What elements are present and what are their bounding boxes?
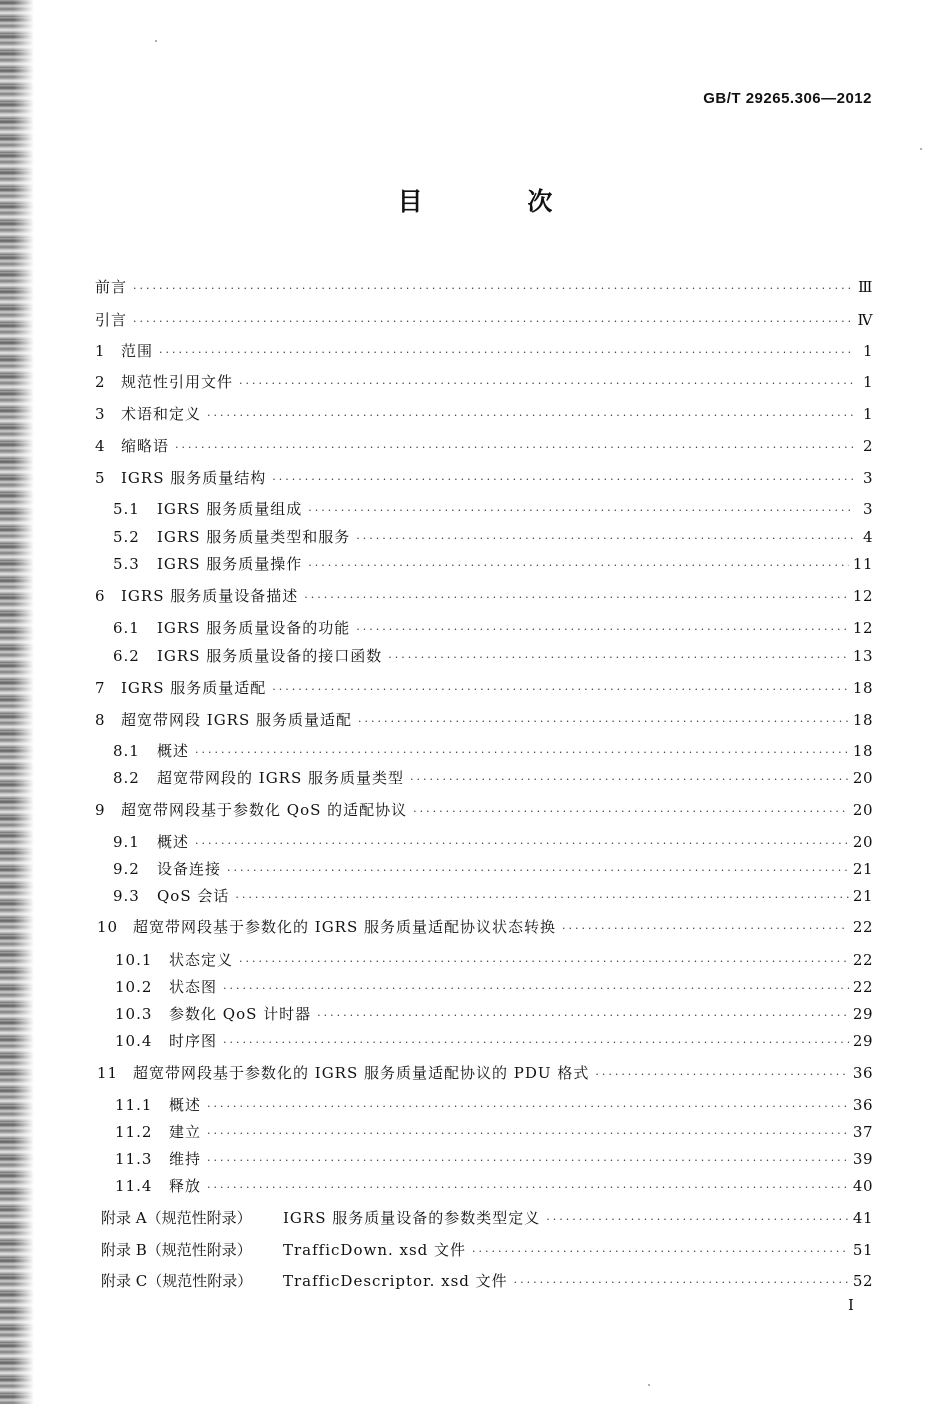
toc-entry-page: 1: [862, 405, 873, 423]
toc-entry-label: 范围: [121, 342, 154, 360]
toc-entry-label: 规范性引用文件: [121, 373, 234, 391]
toc-appendix-entry[interactable]: [101, 1239, 873, 1261]
toc-entry-page: 22: [852, 951, 873, 969]
toc-entry-number: 9.3: [113, 887, 140, 905]
dot-leader: [272, 683, 849, 696]
toc-entry[interactable]: [95, 371, 873, 393]
toc-subentry[interactable]: [115, 1121, 873, 1143]
dot-leader: [308, 559, 849, 572]
toc-entry-number: 附录 C（规范性附录）: [101, 1272, 253, 1290]
toc-entry-page: 13: [852, 647, 873, 665]
toc-entry-label: IGRS 服务质量结构: [121, 469, 267, 487]
toc-entry-page: 39: [852, 1150, 873, 1168]
toc-entry-label: IGRS 服务质量设备描述: [121, 587, 299, 605]
dot-leader: [356, 532, 855, 545]
toc-entry-number: 11.2: [115, 1123, 153, 1141]
toc-subentry[interactable]: [113, 645, 873, 667]
toc-entry-label: 时序图: [169, 1032, 218, 1050]
toc-entry[interactable]: [95, 467, 873, 489]
toc-entry-number: 9.1: [113, 833, 140, 851]
toc-subentry[interactable]: [113, 526, 873, 548]
dot-leader: [562, 922, 849, 935]
toc-entry-label: 释放: [169, 1177, 202, 1195]
toc-subentry[interactable]: [115, 949, 873, 971]
toc-subentry[interactable]: [113, 740, 873, 762]
toc-entry-number: 11.3: [115, 1150, 153, 1168]
dot-leader: [358, 715, 849, 728]
toc-subentry[interactable]: [113, 885, 873, 907]
toc-entry-page: Ⅲ: [858, 278, 873, 296]
toc-entry-page: 3: [862, 469, 873, 487]
toc-entry-number: 5: [95, 469, 106, 487]
toc-entry-number: 10.4: [115, 1032, 153, 1050]
toc-entry-page: 40: [852, 1177, 873, 1195]
toc-entry[interactable]: [95, 677, 873, 699]
toc-entry-number: 附录 A（规范性附录）: [101, 1209, 252, 1227]
toc-entry-page: 12: [852, 587, 873, 605]
dot-leader: [304, 591, 849, 604]
toc-entry-page: 4: [862, 528, 873, 546]
toc-entry-page: 29: [852, 1005, 873, 1023]
dot-leader: [195, 837, 849, 850]
toc-entry[interactable]: [95, 403, 873, 425]
toc-entry-page: 41: [852, 1209, 873, 1227]
toc-entry-page: 52: [852, 1272, 873, 1290]
toc-entry-page: 18: [852, 742, 873, 760]
toc-entry-page: 36: [852, 1096, 873, 1114]
toc-entry-page: 18: [852, 679, 873, 697]
dot-leader: [272, 473, 855, 486]
toc-entry-introduction[interactable]: [95, 309, 873, 331]
toc-entry-label: 概述: [157, 833, 190, 851]
dot-leader: [133, 315, 853, 328]
toc-entry-label: TrafficDescriptor. xsd 文件: [283, 1272, 508, 1290]
toc-subentry[interactable]: [115, 1003, 873, 1025]
toc-entry-number: 7: [95, 679, 106, 697]
dot-leader: [235, 891, 849, 904]
toc-subentry[interactable]: [115, 1175, 873, 1197]
toc-entry-page: 29: [852, 1032, 873, 1050]
scan-speck: [648, 1384, 650, 1386]
toc-entry-page: 3: [862, 500, 873, 518]
toc-entry-label: 概述: [169, 1096, 202, 1114]
dot-leader: [472, 1245, 849, 1258]
toc-entry-label: 超宽带网段的 IGRS 服务质量类型: [157, 769, 405, 787]
dot-leader: [195, 746, 849, 759]
dot-leader: [175, 441, 855, 454]
dot-leader: [546, 1213, 849, 1226]
toc-entry-label: IGRS 服务质量组成: [157, 500, 303, 518]
toc-entry-number: 5.2: [113, 528, 140, 546]
toc-entry-page: 11: [852, 555, 873, 573]
toc-entry-number: 1: [95, 342, 106, 360]
toc-entry-label: IGRS 服务质量设备的功能: [157, 619, 351, 637]
dot-leader: [413, 805, 849, 818]
toc-subentry[interactable]: [113, 553, 873, 575]
toc-entry-page: 20: [852, 801, 873, 819]
toc-entry-preface[interactable]: [95, 276, 873, 298]
toc-entry-label: 前言: [95, 278, 128, 296]
toc-entry-page: 2: [862, 437, 873, 455]
dot-leader: [317, 1009, 849, 1022]
toc-subentry[interactable]: [113, 858, 873, 880]
toc-entry-label: 概述: [157, 742, 190, 760]
toc-entry[interactable]: [97, 1062, 873, 1084]
dot-leader: [207, 1127, 849, 1140]
toc-appendix-entry[interactable]: [101, 1207, 873, 1229]
toc-entry-label: IGRS 服务质量适配: [121, 679, 267, 697]
toc-entry-number: 10.3: [115, 1005, 153, 1023]
toc-entry[interactable]: [95, 709, 873, 731]
toc-entry-label: 超宽带网段基于参数化 QoS 的适配协议: [121, 801, 408, 819]
toc-entry-label: 状态定义: [169, 951, 234, 969]
dot-leader: [223, 982, 849, 995]
dot-leader: [388, 651, 849, 664]
dot-leader: [595, 1068, 849, 1081]
dot-leader: [410, 773, 849, 786]
toc-subentry[interactable]: [115, 1148, 873, 1170]
toc-entry-label: QoS 会话: [157, 887, 230, 905]
dot-leader: [133, 282, 854, 295]
toc-entry-number: 8.2: [113, 769, 140, 787]
toc-entry-label: TrafficDown. xsd 文件: [283, 1241, 467, 1259]
toc-entry-page: Ⅳ: [857, 311, 873, 329]
toc-entry-number: 5.1: [113, 500, 140, 518]
toc-entry-number: 3: [95, 405, 106, 423]
toc-entry-page: 22: [852, 978, 873, 996]
toc-entry[interactable]: [95, 799, 873, 821]
toc-entry-number: 5.3: [113, 555, 140, 573]
toc-entry-page: 1: [862, 373, 873, 391]
toc-entry-number: 8.1: [113, 742, 140, 760]
toc-subentry[interactable]: [113, 498, 873, 520]
toc-entry-number: 8: [95, 711, 106, 729]
toc-entry-page: 12: [852, 619, 873, 637]
dot-leader: [239, 955, 849, 968]
scan-speck: [155, 40, 157, 42]
toc-entry[interactable]: [95, 340, 873, 362]
page-number: I: [848, 1296, 854, 1314]
toc-entry-number: 11.1: [115, 1096, 153, 1114]
dot-leader: [159, 346, 855, 359]
toc-entry-page: 1: [862, 342, 873, 360]
toc-entry-page: 20: [852, 833, 873, 851]
toc-entry-number: 附录 B（规范性附录）: [101, 1241, 252, 1259]
toc-entry-label: 超宽带网段 IGRS 服务质量适配: [121, 711, 353, 729]
toc-entry[interactable]: [95, 585, 873, 607]
toc-entry-label: IGRS 服务质量类型和服务: [157, 528, 351, 546]
toc-entry-label: 设备连接: [157, 860, 222, 878]
dot-leader: [356, 623, 849, 636]
toc-entry-number: 2: [95, 373, 106, 391]
standard-code: GB/T 29265.306—2012: [703, 90, 872, 107]
toc-entry-page: 20: [852, 769, 873, 787]
toc-subentry[interactable]: [113, 617, 873, 639]
toc-title: 目 次: [397, 187, 601, 216]
toc-entry-label: 引言: [95, 311, 128, 329]
toc-entry-page: 21: [852, 887, 873, 905]
toc-entry-label: 超宽带网段基于参数化的 IGRS 服务质量适配协议的 PDU 格式: [133, 1064, 590, 1082]
toc-entry-label: IGRS 服务质量设备的参数类型定义: [283, 1209, 541, 1227]
toc-entry-number: 10: [97, 918, 119, 936]
dot-leader: [207, 1181, 849, 1194]
toc-entry-number: 11.4: [115, 1177, 153, 1195]
toc-entry-page: 36: [852, 1064, 873, 1082]
toc-subentry[interactable]: [115, 1030, 873, 1052]
toc-entry-page: 37: [852, 1123, 873, 1141]
toc-entry-number: 10.2: [115, 978, 153, 996]
toc-entry-number: 6.1: [113, 619, 140, 637]
toc-entry[interactable]: [97, 916, 873, 938]
dot-leader: [239, 377, 855, 390]
toc-entry-label: 维持: [169, 1150, 202, 1168]
toc-entry-label: 建立: [169, 1123, 202, 1141]
toc-entry-page: 18: [852, 711, 873, 729]
toc-entry-number: 9.2: [113, 860, 140, 878]
toc-entry-page: 21: [852, 860, 873, 878]
toc-entry-label: IGRS 服务质量操作: [157, 555, 303, 573]
toc-entry-label: 超宽带网段基于参数化的 IGRS 服务质量适配协议状态转换: [133, 918, 557, 936]
dot-leader: [207, 1154, 849, 1167]
toc-subentry[interactable]: [115, 976, 873, 998]
toc-entry-page: 51: [852, 1241, 873, 1259]
toc-entry-label: 术语和定义: [121, 405, 202, 423]
toc-entry-label: 状态图: [169, 978, 218, 996]
toc-entry-number: 10.1: [115, 951, 153, 969]
toc-entry-number: 6.2: [113, 647, 140, 665]
toc-entry-page: 22: [852, 918, 873, 936]
toc-entry-number: 4: [95, 437, 106, 455]
toc-entry[interactable]: [95, 435, 873, 457]
dot-leader: [308, 504, 855, 517]
toc-entry-label: IGRS 服务质量设备的接口函数: [157, 647, 383, 665]
dot-leader: [207, 1100, 849, 1113]
dot-leader: [227, 864, 849, 877]
toc-entry-label: 参数化 QoS 计时器: [169, 1005, 312, 1023]
toc-subentry[interactable]: [113, 831, 873, 853]
scan-speck: [920, 148, 922, 150]
dot-leader: [223, 1036, 849, 1049]
toc-entry-number: 11: [97, 1064, 119, 1082]
toc-entry-label: 缩略语: [121, 437, 170, 455]
toc-entry-number: 9: [95, 801, 106, 819]
toc-appendix-entry[interactable]: [101, 1270, 873, 1292]
dot-leader: [207, 409, 855, 422]
toc-subentry[interactable]: [115, 1094, 873, 1116]
toc-subentry[interactable]: [113, 767, 873, 789]
dot-leader: [514, 1276, 849, 1289]
toc-entry-number: 6: [95, 587, 106, 605]
